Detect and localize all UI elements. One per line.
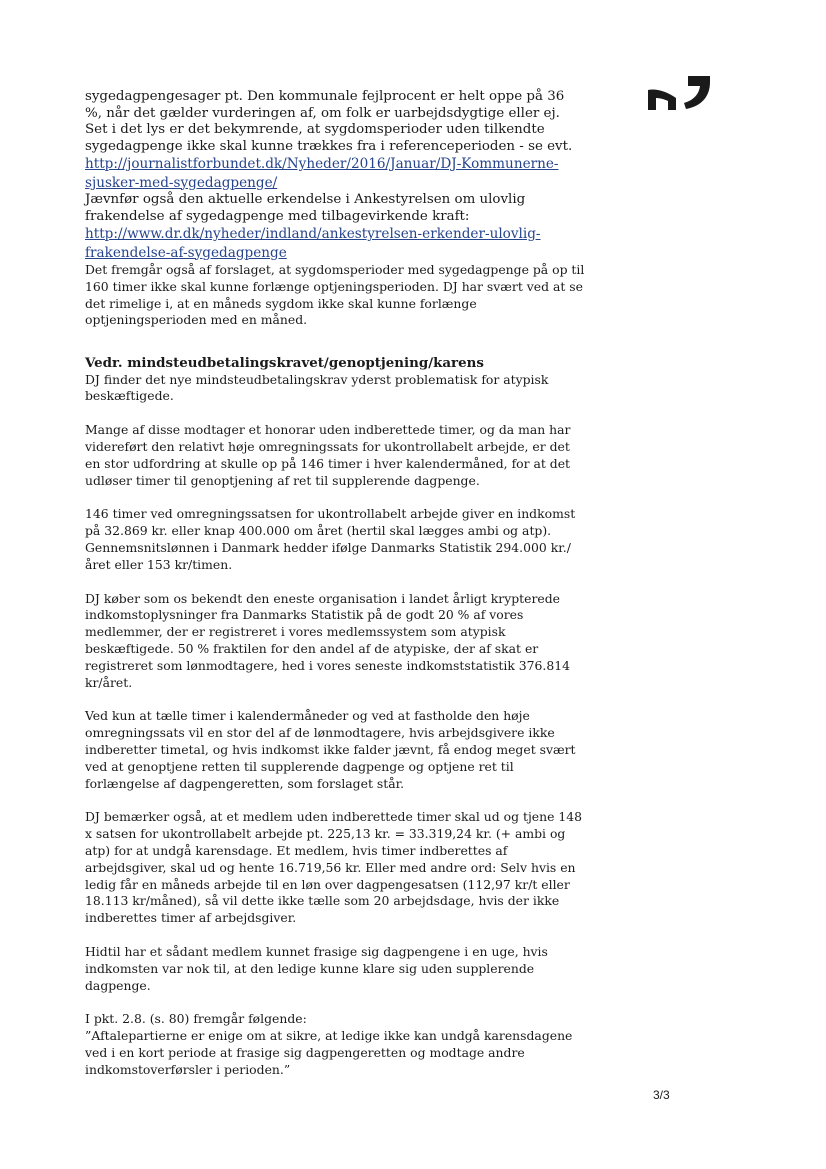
paragraph-8-intro: I pkt. 2.8. (s. 80) fremgår følgende:: [85, 1011, 307, 1027]
logo-right-shape: [684, 76, 710, 109]
paragraph-6: DJ bemærker også, at et medlem uden indberettede timer skal ud og tjene 148 x satsen for ukontrollabelt arbejde pt. 225,13 kr. = 33.319,24 kr. (+ ambi og atp) for at undgå karensdage. Et medlem, hvis timer indberettes af arbejdsgiver, skal ud og hente 16.719,56 kr. Eller med andre ord: Selv hvis en ledig får en måneds arbejde til en løn over dagpengesatsen (112,97 kr/t eller 18.113 kr/måned), så vil dette ikke tælle som 20 arbejdsdage, hvis der ikke indberettes timer af arbejdsgiver.: [85, 809, 583, 926]
paragraph-5: Ved kun at tælle timer i kalendermåneder og ved at fastholde den høje omregningssats vil en stor del af de lønmodtagere, hvis arbejdsgivere ikke indberetter timetal, og hvis indkomst ikke falder jævnt, få endog meget svært ved at genoptjene retten til supplerende dagpenge og optjene ret til forlængelse af dagpengeretten, som forslaget står.: [85, 708, 576, 791]
paragraph-sygedagpenge: [85, 89, 585, 192]
dr-link[interactable]: http://www.dr.dk/nyheder/indland/ankestyrelsen-erkender-ulovlig-frakendelse-af-sygedagpenge: [85, 226, 541, 261]
journalistforbundet-link[interactable]: http://journalistforbundet.dk/Nyheder/2016/Januar/DJ-Kommunerne-sjusker-med-sygedagpenge/: [85, 156, 559, 191]
dj-logo: [646, 74, 712, 112]
paragraph-4: DJ køber som os bekendt den eneste organisation i landet årligt krypterede indkomstoplysninger fra Danmarks Statistik på de godt 20 % af vores medlemmer, der er registreret i vores medlemssystem som atypisk beskæftigede. 50 % fraktilen for den andel af de atypiske, der af skat er registreret som lønmodtagere, hed i vores seneste indkomststatistik 376.814 kr/året.: [85, 590, 571, 690]
section-heading: Vedr. mindsteudbetalingskravet/genoptjening/karens: [85, 355, 484, 372]
letter-body: [85, 89, 585, 1079]
paragraph-2: Mange af disse modtager et honorar uden indberettede timer, og da man har videreført den relativt høje omregningssats for ukontrollabelt arbejde, er det en stor udfordring at skulle op på 146 timer i hver kalendermåned, for at det udløser timer til genoptjening af ret til supplerende dagpenge.: [85, 422, 571, 488]
paragraph-ankestyrelsen: [85, 192, 585, 262]
paragraph-optjeningsperiode: Det fremgår også af forslaget, at sygdomsperioder med sygedagpenge på op til 160 timer ikke skal kunne forlænge optjeningsperioden. DJ har svært ved at se det rimelige i, at en måneds sygdom ikke skal kunne forlænge optjeningsperioden med en måned.: [85, 262, 585, 328]
paragraph-1: DJ finder det nye mindsteudbetalingskrav yderst problematisk for atypisk beskæftigede.: [85, 371, 549, 404]
logo-left-shape: [648, 89, 676, 110]
paragraph-8-quote: ”Aftalepartierne er enige om at sikre, at ledige ikke kan undgå karensdagene ved i en kort periode at frasige sig dagpengeretten og modtage andre indkomstoverførsler i perioden.”: [85, 1028, 573, 1077]
paragraph-intro: sygedagpengesager pt. Den kommunale fejlprocent er helt oppe på 36 %, når det gælder vurderingen af, om folk er uarbejdsdygtige eller ej. Set i det lys er det bekymrende, at sygdomsperioder uden tilkendte sygedagpenge ikke skal kunne trækkes fra i referenceperioden - se evt.: [85, 89, 573, 154]
paragraph-7: Hidtil har et sådant medlem kunnet frasige sig dagpengene i en uge, hvis indkomsten var nok til, at den ledige kunne klare sig uden supplerende dagpenge.: [85, 944, 548, 993]
paragraph-mid: Jævnfør også den aktuelle erkendelse i Ankestyrelsen om ulovlig frakendelse af sygedagpenge med tilbagevirkende kraft:: [85, 192, 526, 224]
page-number: 3/3: [653, 1088, 670, 1102]
paragraph-3: 146 timer ved omregningssatsen for ukontrollabelt arbejde giver en indkomst på 32.869 kr. eller knap 400.000 om året (hertil skal lægges ambi og atp). Gennemsnitslønnen i Danmark hedder ifølge Danmarks Statistik 294.000 kr./året eller 153 kr/timen.: [85, 506, 576, 572]
